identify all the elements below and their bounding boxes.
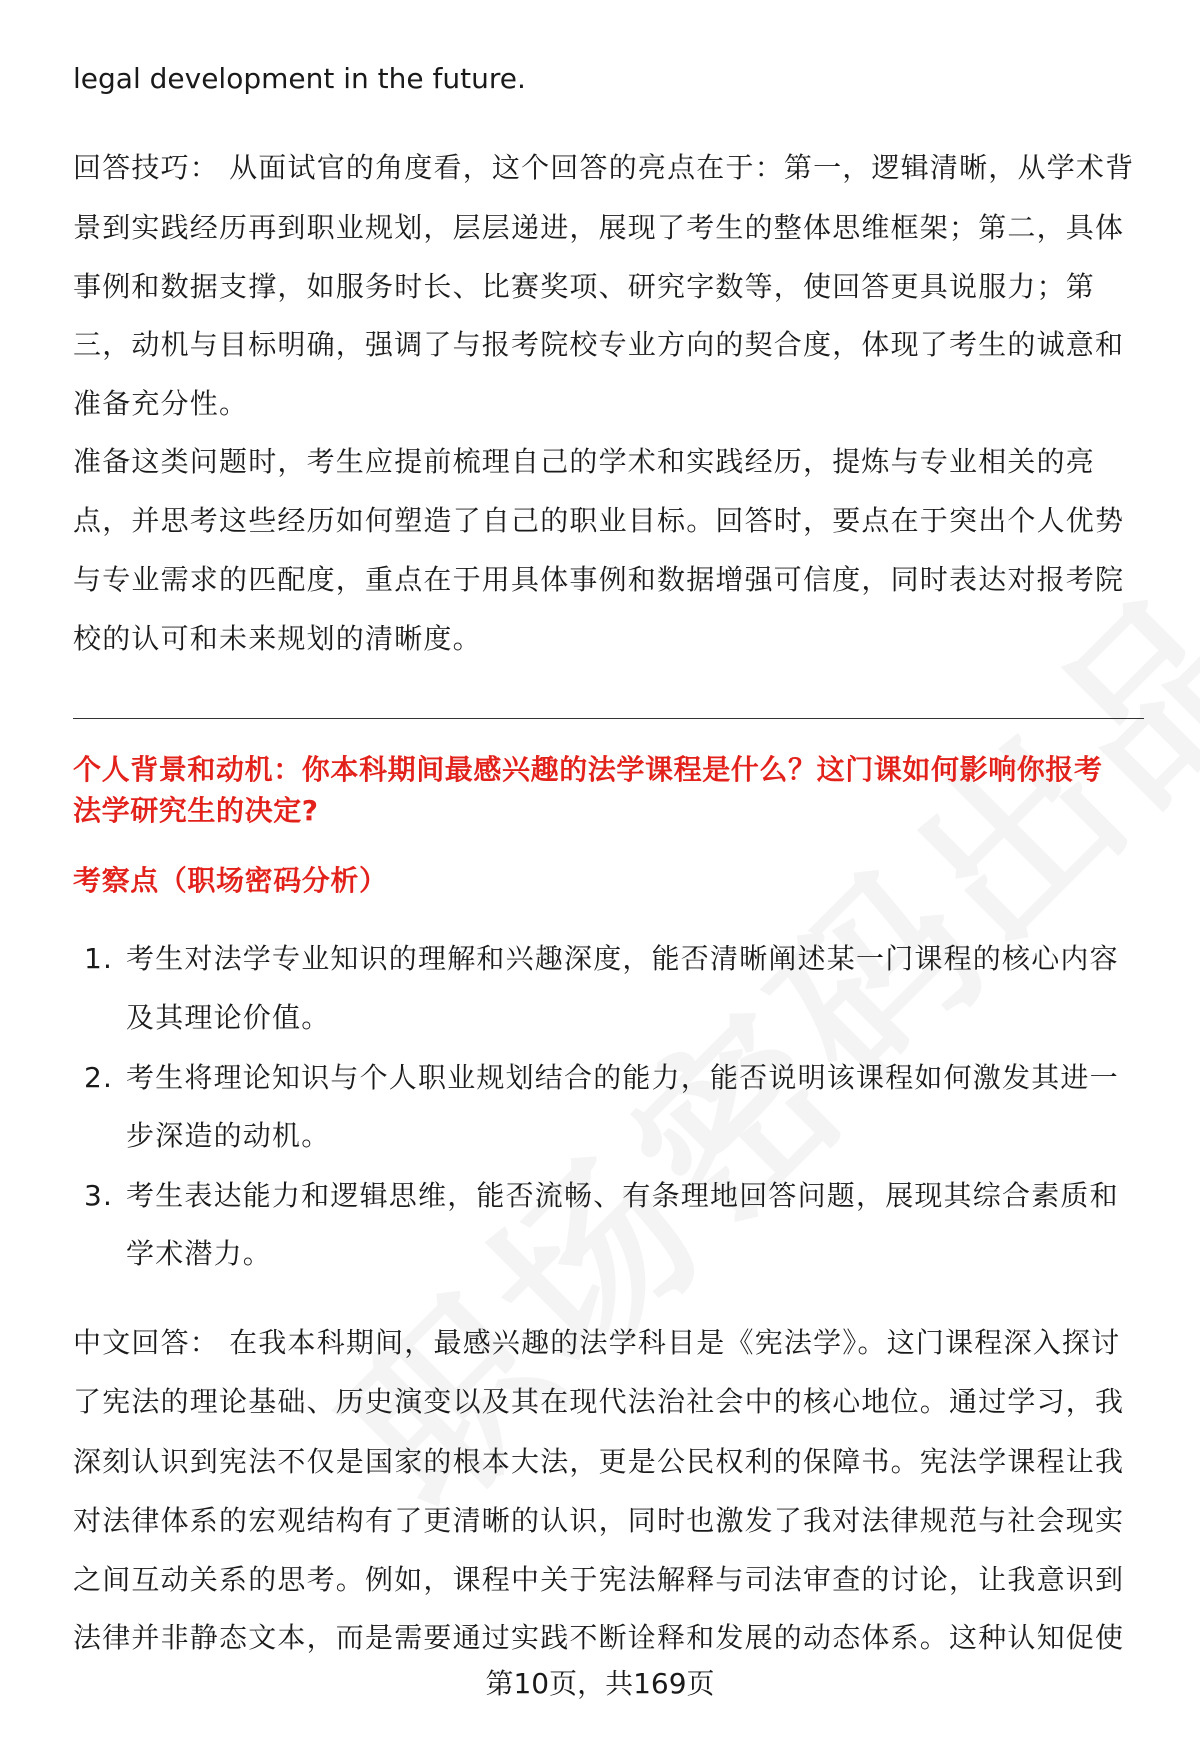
list-item: 考生表达能力和逻辑思维，能否流畅、有条理地回答问题，展现其综合素质和 [126, 1179, 1119, 1212]
tips-line: 与专业需求的匹配度，重点在于用具体事例和数据增强可信度，同时表达对报考院 [73, 563, 1125, 596]
question-heading: 个人背景和动机：你本科期间最感兴趣的法学课程是什么？这门课如何影响你报考 [73, 753, 1103, 786]
intro-tail: legal development in the future. [73, 62, 526, 95]
tips-line: 点，并思考这些经历如何塑造了自己的职业目标。回答时，要点在于突出个人优势 [73, 504, 1125, 537]
tips-line: 景到实践经历再到职业规划，层层递进，展现了考生的整体思维框架；第二，具体 [73, 211, 1125, 244]
list-number: 2. [84, 1061, 114, 1094]
tips-line: 事例和数据支撑，如服务时长、比赛奖项、研究字数等，使回答更具说服力；第 [73, 270, 1096, 303]
tips-line: 三，动机与目标明确，强调了与报考院校专业方向的契合度，体现了考生的诚意和 [73, 328, 1125, 361]
answer-line: 对法律体系的宏观结构有了更清晰的认识，同时也激发了我对法律规范与社会现实 [73, 1504, 1125, 1537]
tips-line: 准备充分性。 [73, 387, 249, 420]
list-item: 学术潜力。 [126, 1237, 273, 1270]
list-item: 考生将理论知识与个人职业规划结合的能力，能否说明该课程如何激发其进一 [126, 1061, 1119, 1094]
tips-line: 准备这类问题时，考生应提前梳理自己的学术和实践经历，提炼与专业相关的亮 [73, 445, 1096, 478]
list-number: 1. [84, 942, 114, 975]
list-item: 考生对法学专业知识的理解和兴趣深度，能否清晰阐述某一门课程的核心内容 [126, 942, 1119, 975]
answer-line: 中文回答： 在我本科期间，最感兴趣的法学科目是《宪法学》。这门课程深入探讨 [73, 1326, 1121, 1359]
answer-line: 深刻认识到宪法不仅是国家的根本大法，更是公民权利的保障书。宪法学课程让我 [73, 1445, 1125, 1478]
tips-line: 回答技巧： 从面试官的角度看，这个回答的亮点在于：第一，逻辑清晰，从学术背 [73, 151, 1135, 184]
answer-line: 了宪法的理论基础、历史演变以及其在现代法治社会中的核心地位。通过学习，我 [73, 1385, 1125, 1418]
page-number: 第10页，共169页 [485, 1667, 715, 1700]
section-divider [73, 718, 1144, 719]
focus-heading: 考察点（职场密码分析） [73, 864, 388, 897]
list-number: 3. [84, 1179, 114, 1212]
question-heading: 法学研究生的决定? [73, 794, 319, 827]
tips-line: 校的认可和未来规划的清晰度。 [73, 622, 482, 655]
list-item: 步深造的动机。 [126, 1119, 331, 1152]
answer-line: 之间互动关系的思考。例如，课程中关于宪法解释与司法审查的讨论，让我意识到 [73, 1563, 1125, 1596]
answer-line: 法律并非静态文本，而是需要通过实践不断诠释和发展的动态体系。这种认知促使 [73, 1621, 1125, 1654]
list-item: 及其理论价值。 [126, 1001, 331, 1034]
